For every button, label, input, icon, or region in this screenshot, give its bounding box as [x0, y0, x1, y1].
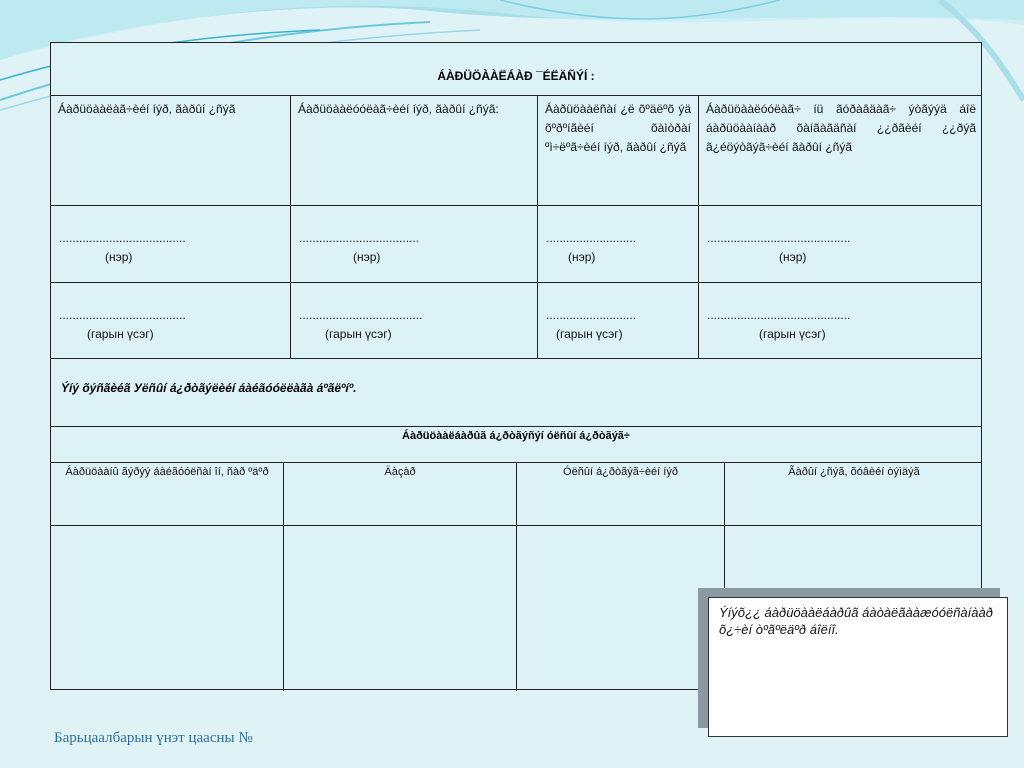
callout-text: Ýíýõ¿¿ áàðüöààëáàðûã áàòàëãààæóóëñàíààð õ¿÷èí òºãºëäºð áîëíî.	[719, 605, 993, 637]
registry-header-row	[51, 463, 981, 526]
signature-line: ...........................................	[707, 308, 851, 322]
callout-box	[708, 597, 1008, 737]
registry-note-row	[51, 359, 981, 427]
name-line: ......................................	[59, 231, 186, 245]
name-line: ...........................	[546, 231, 637, 245]
signature-line: ...........................	[546, 308, 637, 322]
header-cell-pledgor: Áàðüöààëàã÷èéí íýð, ãàðûí ¿ñýã	[51, 96, 291, 205]
registry-number-field[interactable]	[284, 526, 517, 691]
registry-registrar-field[interactable]	[517, 526, 725, 691]
registry-note: Ýíý õýñãèéã Уëñûí á¿ðòãýëèéí áàéãóóëëàãà áºãëºíº.	[61, 381, 357, 395]
signature-row	[51, 283, 981, 359]
registry-title-row	[51, 427, 981, 463]
header-cell-co-owner: Áàðüöààëñàí ¿ë õºäëºõ ýä õºðºíãèéí õàìòðàí ºì÷ëºã÷èéí íýð, ãàðûí ¿ñýã	[538, 96, 699, 205]
signature-label: (гарын үсэг)	[759, 327, 826, 341]
signature-label: (гарын үсэг)	[87, 327, 154, 341]
registry-header-number: Äàçàð	[284, 463, 517, 525]
name-label: (нэр)	[779, 250, 807, 264]
registry-header-seal: Ãàðûí ¿ñýã, õóâèéí òýìäýã	[788, 466, 920, 478]
header-cell-pledgee: Áàðüöààëóóëàã÷èéí íýð, ãàðûí ¿ñýã:	[291, 96, 538, 205]
header-cell-obligor: Áàðüöààëóóëàã÷ íü ãóðàâäàã÷ ýòãýýä áîë áàðüöààíààð õàíãàãäñàí ¿¿ðãèéí ¿¿ðýã ã¿éöýòãýã÷èéí ãàðûí ¿ñýã	[706, 102, 976, 154]
footer-caption: Барьцаалбарын үнэт цаасны №	[54, 730, 253, 746]
name-line: ....................................	[299, 231, 420, 245]
form-title-row	[51, 43, 981, 96]
form-title: ÁÀÐÜÖÀÀËÁÀÐ ¯ÉËÄÑÝÍ :	[437, 69, 595, 83]
name-label: (нэр)	[105, 250, 133, 264]
signature-label: (гарын үсэг)	[325, 327, 392, 341]
registry-header-registrar: Óëñûí á¿ðòãýã÷èéí íýð	[517, 463, 725, 525]
signature-line: ......................................	[59, 308, 186, 322]
signature-label: (гарын үсэг)	[556, 327, 623, 341]
name-signature-row	[51, 206, 981, 283]
name-line: ...........................................	[707, 231, 851, 245]
name-label: (нэр)	[568, 250, 596, 264]
registry-date-field[interactable]	[51, 526, 284, 691]
header-row	[51, 96, 981, 206]
registry-title: Áàðüöààëáàðûã á¿ðòãýñýí óëñûí á¿ðòãýã÷	[402, 430, 630, 442]
registry-header-date: Áàðüöààíû ãýðýý áàéãóóëñàí îí, ñàð ºäºð	[51, 463, 284, 525]
signature-line: .....................................	[299, 308, 423, 322]
name-label: (нэр)	[353, 250, 381, 264]
